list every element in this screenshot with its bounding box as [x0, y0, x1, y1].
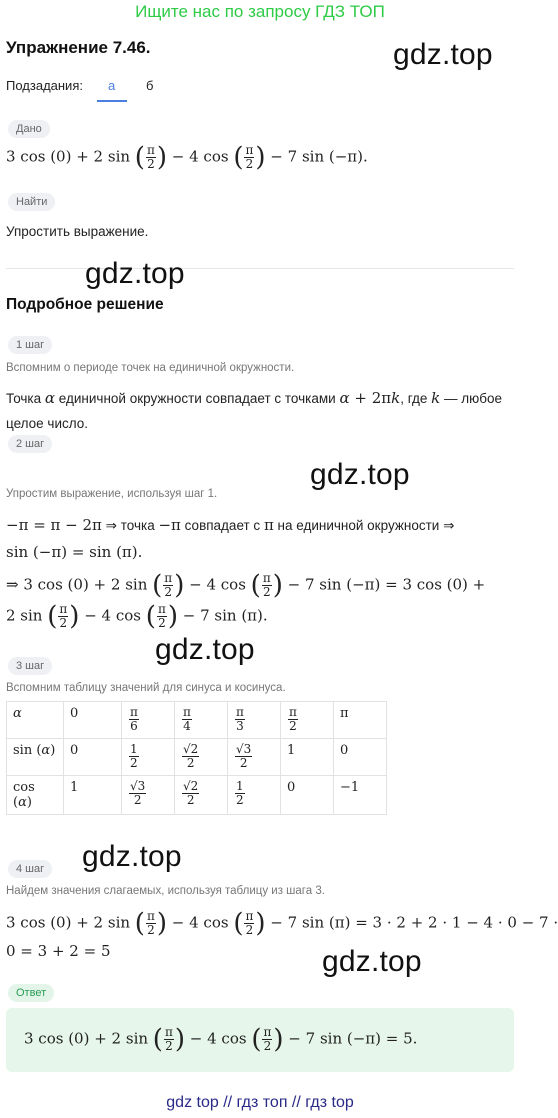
solution-heading: Подробное решение [6, 296, 164, 313]
watermark: gdz.top [82, 840, 182, 873]
step-3-hint: Вспомним таблицу значений для синуса и косинуса. [6, 682, 286, 694]
tab-subtask-a[interactable]: а [108, 78, 116, 93]
subtasks-label: Подзадания: [6, 78, 83, 93]
step-2-tag: 2 шаг [8, 435, 52, 453]
given-expression: 3 cos (0) + 2 sin ( $\frac{\pi}{2}$ ) − 4 cos ( $\frac{\pi}{2}$ ) − 7 sin (−π). [6, 142, 368, 173]
watermark: gdz.top [310, 458, 410, 491]
tab-subtask-b[interactable]: б [146, 78, 154, 93]
exercise-title: Упражнение 7.46. [6, 38, 151, 57]
find-text: Упростить выражение. [6, 224, 149, 239]
step-2-line-3: ⇒ 3 cos (0) + 2 sin ( $\frac{\pi}{2}$ ) − 4 cos ( $\frac{\pi}{2}$ ) − 7 sin (−π) = 3 cos (0) + [6, 570, 486, 601]
step-2-hint: Упростим выражение, используя шаг 1. [6, 488, 218, 500]
step-1-line-1: Точка α единичной окружности совпадает с точками α + 2πk, где k — любое [6, 389, 503, 407]
watermark: gdz.top [85, 257, 185, 290]
watermark: gdz.top [322, 945, 422, 978]
step-1-hint: Вспомним о периоде точек на единичной окружности. [6, 362, 295, 374]
footer-links[interactable]: gdz top // гдз топ // гдз top [166, 1094, 354, 1111]
step-2-line-4: 2 sin ( $\frac{\pi}{2}$ ) − 4 cos ( $\frac{\pi}{2}$ ) − 7 sin (π). [6, 601, 268, 632]
search-banner[interactable]: Ищите нас по запросу ГДЗ ТОП [135, 2, 385, 21]
table-row: α 0 $\frac{\pi}{6}$ $\frac{\pi}{4}$ $\frac{\pi}{3}$ $\frac{\pi}{2}$ π [7, 702, 387, 739]
find-tag: Найти [8, 193, 55, 211]
step-4-line-2: 0 = 3 + 2 = 5 [6, 942, 111, 960]
step-3-tag: 3 шаг [8, 657, 52, 675]
step-4-tag: 4 шаг [8, 860, 52, 878]
active-tab-indicator [97, 100, 127, 102]
step-2-line-1: −π = π − 2π ⇒ точка −π совпадает с π на единичной окружности ⇒ [6, 516, 455, 534]
given-tag: Дано [8, 120, 50, 138]
divider [6, 268, 514, 269]
table-row: cos (α) 1 $\frac{√3}{2}$ $\frac{√2}{2}$ $\frac{1}{2}$ 0 −1 [7, 776, 387, 815]
step-4-line-1: 3 cos (0) + 2 sin ( $\frac{\pi}{2}$ ) − 4 cos ( $\frac{\pi}{2}$ ) − 7 sin (π) = 3 · 2 + 2 · 1 − 4 · 0 − 7 · [6, 908, 558, 939]
step-1-line-2: целое число. [6, 416, 89, 431]
step-4-hint: Найдем значения слагаемых, используя таблицу из шага 3. [6, 885, 325, 897]
watermark: gdz.top [155, 633, 255, 666]
step-2-line-2: sin (−π) = sin (π). [6, 543, 143, 561]
trig-values-table [6, 701, 387, 815]
answer-tag: Ответ [8, 984, 54, 1002]
step-1-tag: 1 шаг [8, 336, 52, 354]
table-row: sin (α) 0 $\frac{1}{2}$ $\frac{√2}{2}$ $\frac{√3}{2}$ 1 0 [7, 739, 387, 776]
answer-expression: 3 cos (0) + 2 sin ( $\frac{\pi}{2}$ ) − 4 cos ( $\frac{\pi}{2}$ ) − 7 sin (−π) = 5. [24, 1024, 418, 1055]
watermark: gdz.top [393, 38, 493, 71]
